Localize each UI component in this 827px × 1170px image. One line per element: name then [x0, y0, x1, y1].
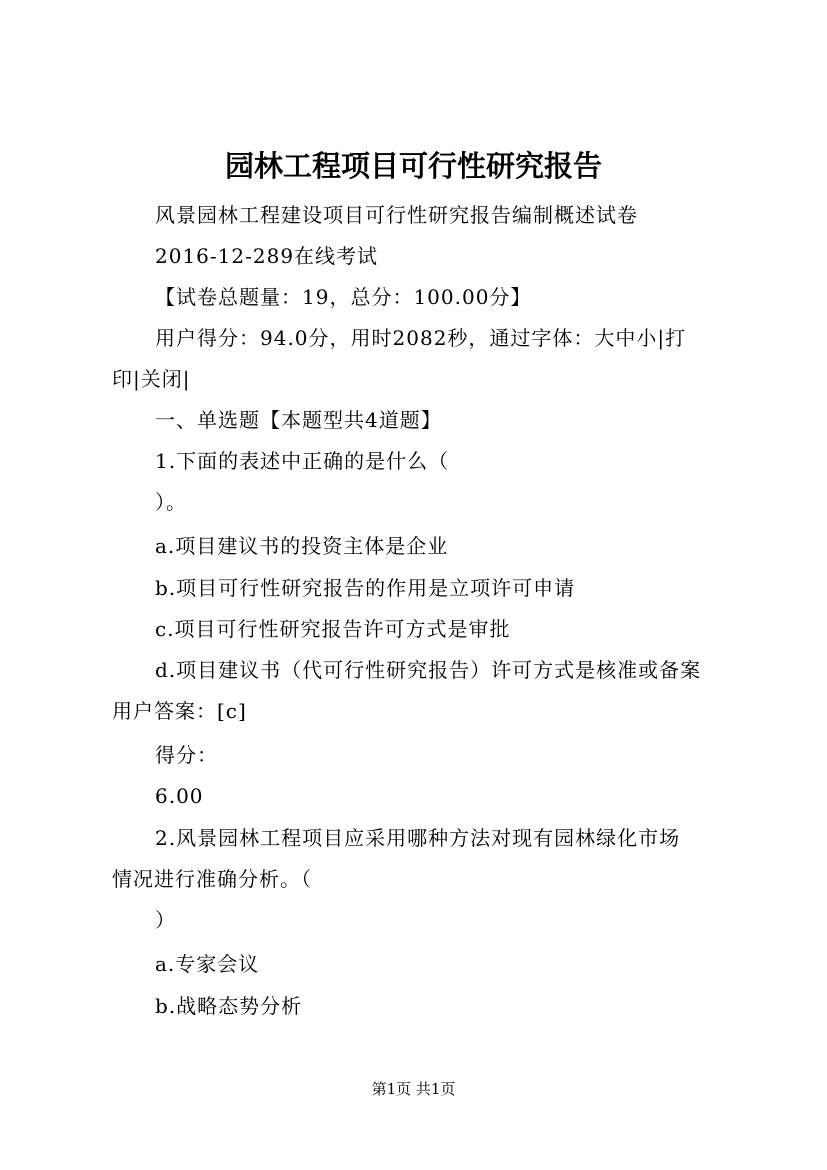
question-1-text-end: ）。: [155, 490, 187, 514]
question-1-user-answer: 用户答案：[c]: [112, 699, 247, 723]
document-title: 园林工程项目可行性研究报告: [224, 149, 602, 183]
question-1-option-b: b.项目可行性研究报告的作用是立项许可申请: [155, 576, 576, 600]
question-1-score-label: 得分：: [155, 743, 218, 767]
exam-subtitle: 风景园林工程建设项目可行性研究报告编制概述试卷: [155, 203, 638, 227]
question-2-option-a: a.专家会议: [155, 952, 260, 976]
question-2-text-end: ）: [155, 908, 176, 932]
user-score-line: 用户得分：94.0分，用时2082秒，通过字体：大中小|打: [155, 326, 687, 350]
exam-date-line: 2016-12-289在线考试: [155, 244, 379, 268]
question-1-option-a: a.项目建议书的投资主体是企业: [155, 534, 449, 558]
user-score-line-continued: 印|关闭|: [112, 367, 191, 391]
page-footer: 第1页 共1页: [371, 1080, 456, 1098]
question-2-text-continued: 情况进行准确分析。（: [112, 867, 312, 891]
question-1-text: 1.下面的表述中正确的是什么（: [155, 449, 450, 473]
section-heading: 一、单选题【本题型共4道题】: [155, 408, 442, 432]
question-1-option-d: d.项目建议书（代可行性研究报告）许可方式是核准或备案: [155, 658, 702, 682]
exam-summary-line: 【试卷总题量：19，总分：100.00分】: [155, 285, 532, 309]
question-1-option-c: c.项目可行性研究报告许可方式是审批: [155, 617, 511, 641]
question-1-score-value: 6.00: [155, 784, 204, 808]
question-2-text: 2.风景园林工程项目应采用哪种方法对现有园林绿化市场: [155, 826, 681, 850]
question-2-option-b: b.战略态势分析: [155, 994, 303, 1018]
